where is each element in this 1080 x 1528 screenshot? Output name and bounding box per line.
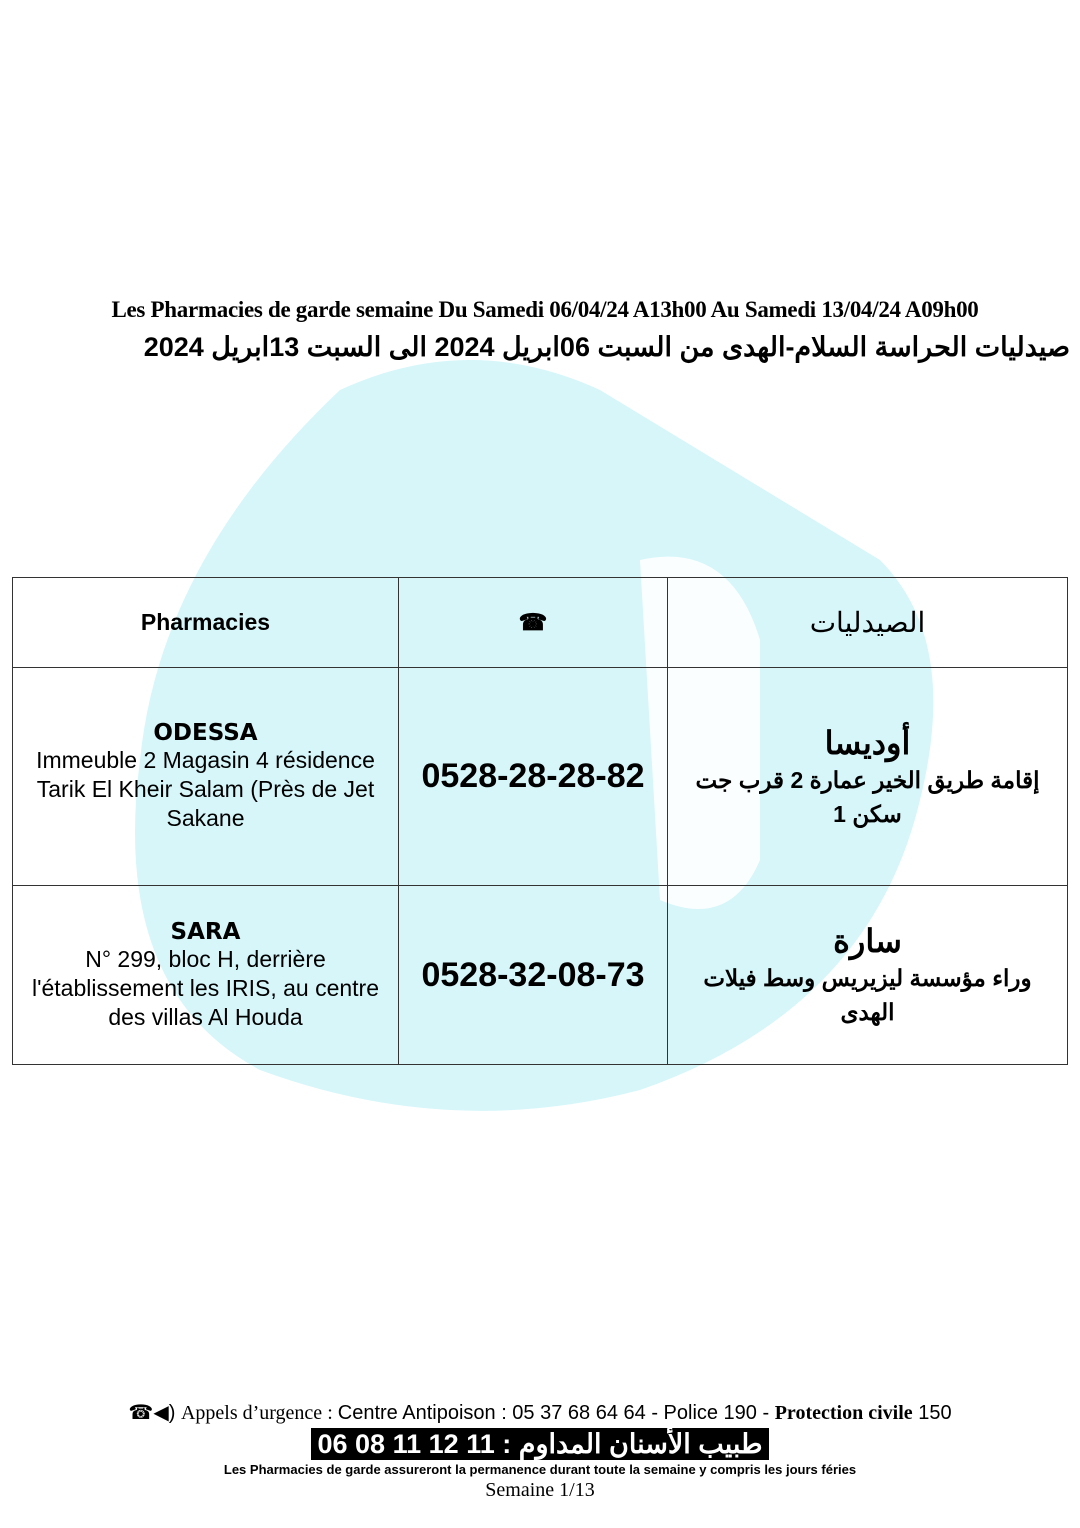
protection-number: 150 (918, 1402, 952, 1424)
table-row (13, 668, 1068, 886)
pharmacy-name: ODESSA (153, 720, 258, 746)
header-pharmacies-arabic: الصيدليات (668, 578, 1068, 668)
pharmacy-cell-arabic (668, 886, 1068, 1065)
pharmacies-table (12, 577, 1068, 1065)
pharmacy-address: N° 299, bloc H, derrière l'établissement les IRIS, au centre des villas Al Houda (32, 945, 379, 1030)
pharmacy-address-arabic: إقامة طريق الخير عمارة 2 قرب جت سكن 1 (695, 766, 1040, 827)
telephone-icon: ☎ (399, 578, 668, 668)
pharmacy-name: SARA (170, 918, 241, 945)
pharmacy-address-arabic: وراء مؤسسة ليزيريس وسط فيلات الهدى (703, 965, 1032, 1025)
pharmacy-cell (13, 886, 399, 1065)
pharmacy-phone: 0528-28-28-82 (399, 668, 668, 886)
emergency-line (108, 1400, 971, 1426)
dentist-on-call: طبيب الأسنان المداوم : 11 12 11 08 06 (311, 1428, 768, 1460)
protection-label: Protection civile (774, 1402, 913, 1424)
title-french: Les Pharmacies de garde semaine Du Samedi 06/04/24 A13h00 Au Samedi 13/04/24 A09h00 (111, 297, 979, 322)
pharmacy-cell (13, 668, 399, 886)
week-number: Semaine 1/13 (485, 1479, 595, 1501)
phone-speaker-icon: ☎◀) (128, 1402, 176, 1424)
separator: : (322, 1402, 338, 1424)
urgence-numbers: Centre Antipoison : 05 37 68 64 64 - Police 190 - (337, 1402, 770, 1424)
pharmacy-name-arabic: سارة (833, 923, 902, 959)
title-arabic: صيدليات الحراسة السلام-الهدى من السبت 06ابريل 2024 الى السبت 13ابريل 2024 (143, 332, 1070, 362)
pharmacy-name-arabic: أوديسا (824, 724, 911, 761)
footer-note: Les Pharmacies de garde assureront la permanence durant toute la semaine y compris les jours féries (223, 1462, 857, 1477)
page-header (20, 296, 1070, 364)
urgence-label: Appels d’urgence (180, 1402, 323, 1424)
page-footer (0, 1400, 1080, 1502)
table-row (13, 886, 1068, 1065)
header-pharmacies: Pharmacies (13, 578, 399, 668)
pharmacy-address: Immeuble 2 Magasin 4 résidence Tarik El Kheir Salam (Près de Jet Sakane (36, 747, 375, 831)
pharmacy-cell-arabic (668, 668, 1068, 886)
pharmacy-phone: 0528-32-08-73 (399, 886, 668, 1065)
table-header-row (13, 578, 1068, 668)
